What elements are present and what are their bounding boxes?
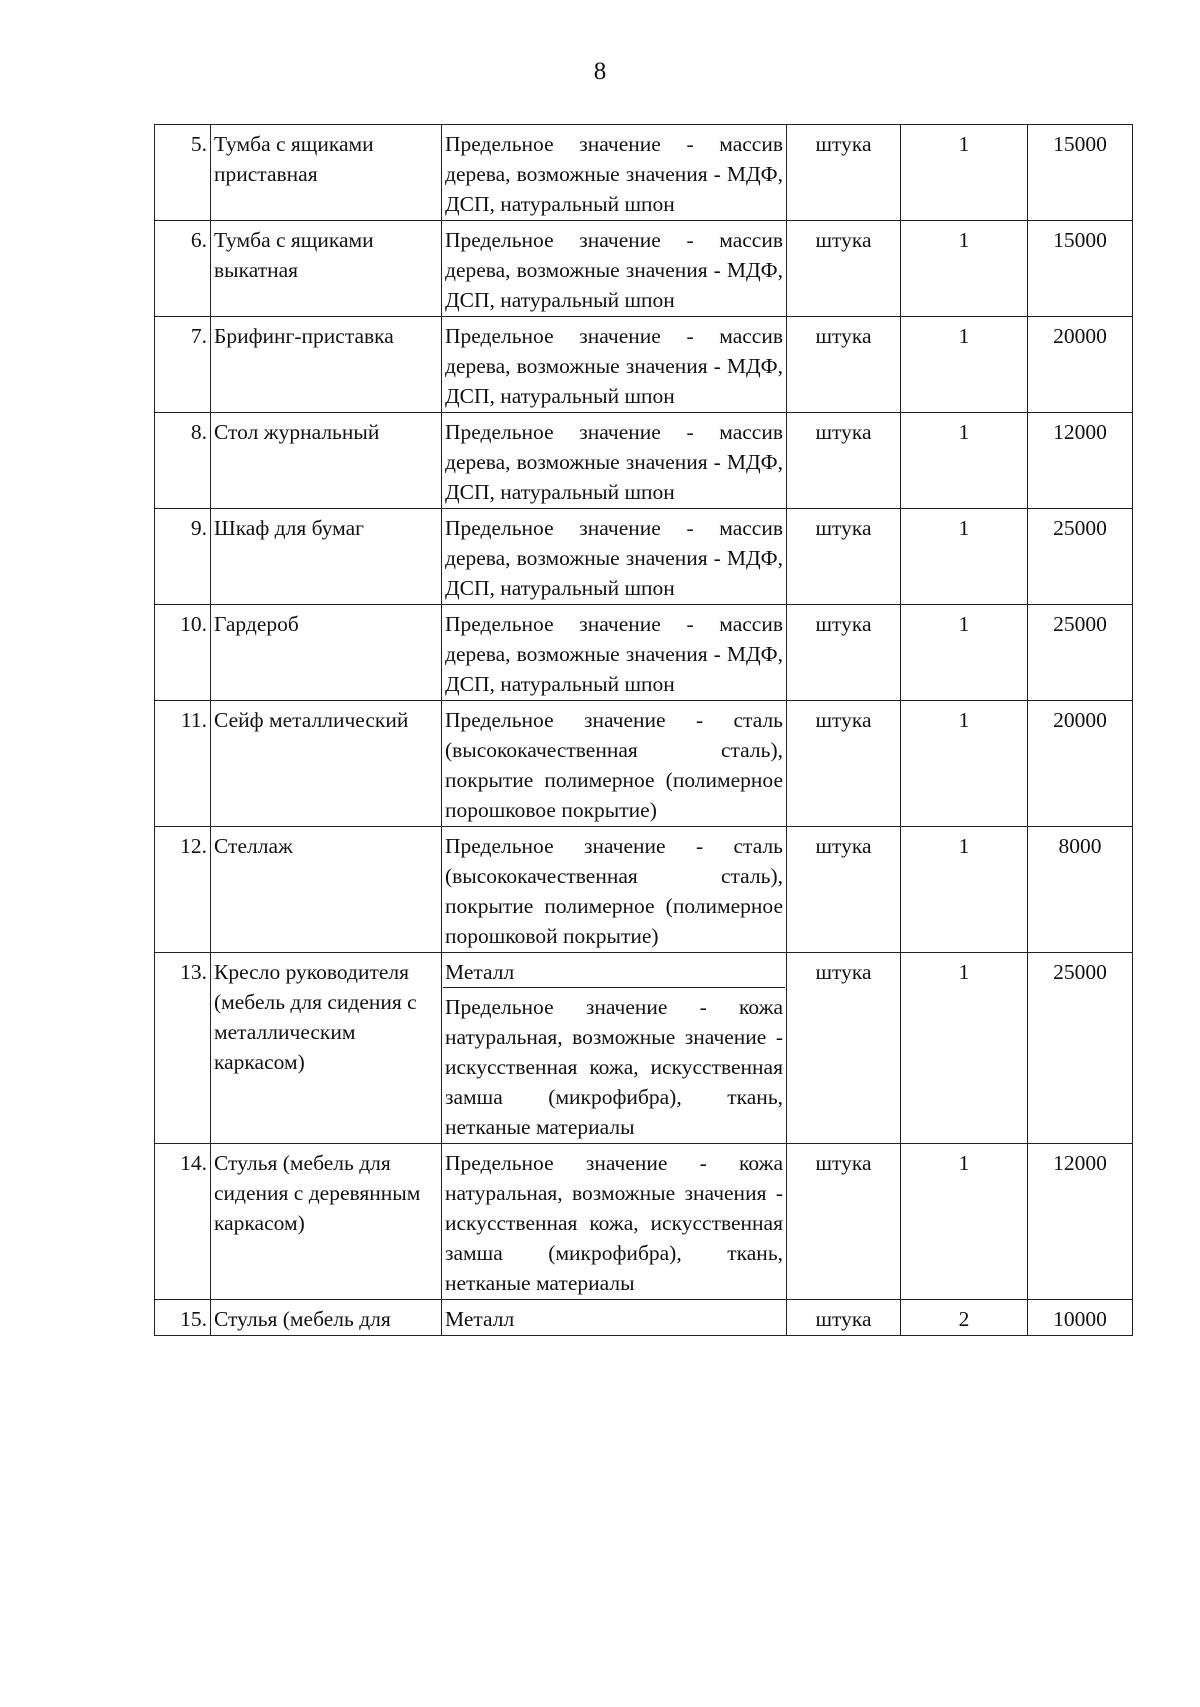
price: 12000 (1028, 413, 1133, 509)
description-text: Предельное значение - кожа натуральная, возможные значения - искусственная кожа, искусственная замша (микрофибра), ткань, нетканые материалы (445, 1151, 783, 1295)
quantity: 1 (901, 125, 1028, 221)
item-name: Тумба с ящиками приставная (211, 125, 442, 221)
table-row (155, 317, 1133, 413)
price: 8000 (1028, 827, 1133, 953)
price: 15000 (1028, 125, 1133, 221)
description-text: Предельное значение - сталь (высококачественная сталь), покрытие полимерное (полимерное порошковой покрытие) (445, 834, 783, 948)
description-text: Предельное значение - массив дерева, возможные значения - МДФ, ДСП, натуральный шпон (445, 228, 783, 312)
item-name: Кресло руководителя (мебель для сидения с металлическим каркасом) (211, 953, 442, 1144)
row-number: 6. (155, 221, 211, 317)
item-description (442, 701, 787, 827)
item-description (442, 509, 787, 605)
row-number: 13. (155, 953, 211, 1144)
description-text: Металл (443, 957, 785, 988)
quantity: 1 (901, 413, 1028, 509)
table-row (155, 701, 1133, 827)
quantity: 1 (901, 827, 1028, 953)
item-description (442, 953, 787, 1144)
row-number: 11. (155, 701, 211, 827)
unit-of-measure: штука (787, 509, 901, 605)
quantity: 1 (901, 317, 1028, 413)
unit-of-measure: штука (787, 1300, 901, 1336)
quantity: 2 (901, 1300, 1028, 1336)
unit-of-measure: штука (787, 1144, 901, 1300)
item-description (442, 1300, 787, 1336)
unit-of-measure: штука (787, 317, 901, 413)
row-number: 8. (155, 413, 211, 509)
row-number: 14. (155, 1144, 211, 1300)
page-number: 8 (593, 58, 607, 85)
row-number: 9. (155, 509, 211, 605)
description-text: Предельное значение - массив дерева, возможные значения - МДФ, ДСП, натуральный шпон (445, 324, 783, 408)
description-text: Предельное значение - массив дерева, возможные значения - МДФ, ДСП, натуральный шпон (445, 612, 783, 696)
price: 20000 (1028, 317, 1133, 413)
row-number: 7. (155, 317, 211, 413)
item-description (442, 605, 787, 701)
price: 15000 (1028, 221, 1133, 317)
item-name: Брифинг-приставка (211, 317, 442, 413)
item-name: Тумба с ящиками выкатная (211, 221, 442, 317)
quantity: 1 (901, 221, 1028, 317)
table-row (155, 1300, 1133, 1336)
quantity: 1 (901, 509, 1028, 605)
description-text: Предельное значение - сталь (высококачественная сталь), покрытие полимерное (полимерное порошковое покрытие) (445, 708, 783, 822)
price: 25000 (1028, 509, 1133, 605)
row-number: 5. (155, 125, 211, 221)
quantity: 1 (901, 953, 1028, 1144)
description-text: Предельное значение - массив дерева, возможные значения - МДФ, ДСП, натуральный шпон (445, 420, 783, 504)
unit-of-measure: штука (787, 221, 901, 317)
table-body (155, 125, 1133, 1336)
table-row (155, 827, 1133, 953)
item-name: Стол журнальный (211, 413, 442, 509)
description-text: Предельное значение - массив дерева, возможные значения - МДФ, ДСП, натуральный шпон (445, 132, 783, 216)
table-row (155, 953, 1133, 1144)
table-row (155, 125, 1133, 221)
item-description (442, 125, 787, 221)
unit-of-measure: штука (787, 413, 901, 509)
price: 25000 (1028, 953, 1133, 1144)
row-number: 12. (155, 827, 211, 953)
furniture-table (154, 124, 1133, 1336)
unit-of-measure: штука (787, 605, 901, 701)
unit-of-measure: штука (787, 701, 901, 827)
table-row (155, 605, 1133, 701)
unit-of-measure: штука (787, 827, 901, 953)
table-row (155, 221, 1133, 317)
price: 25000 (1028, 605, 1133, 701)
row-number: 15. (155, 1300, 211, 1336)
description-text: Металл (445, 1307, 515, 1331)
table-row (155, 1144, 1133, 1300)
item-name: Шкаф для бумаг (211, 509, 442, 605)
unit-of-measure: штука (787, 125, 901, 221)
item-name: Стулья (мебель для сидения с деревянным каркасом) (211, 1144, 442, 1300)
unit-of-measure: штука (787, 953, 901, 1144)
price: 12000 (1028, 1144, 1133, 1300)
table-row (155, 413, 1133, 509)
quantity: 1 (901, 701, 1028, 827)
item-description (442, 1144, 787, 1300)
item-name: Стулья (мебель для (211, 1300, 442, 1336)
table-row (155, 509, 1133, 605)
item-description (442, 221, 787, 317)
quantity: 1 (901, 605, 1028, 701)
item-description (442, 827, 787, 953)
price: 10000 (1028, 1300, 1133, 1336)
row-number: 10. (155, 605, 211, 701)
price: 20000 (1028, 701, 1133, 827)
description-text: Предельное значение - кожа натуральная, возможные значение - искусственная кожа, искусственная замша (микрофибра), ткань, нетканые материалы (445, 995, 783, 1139)
quantity: 1 (901, 1144, 1028, 1300)
item-description (442, 413, 787, 509)
item-description (442, 317, 787, 413)
item-name: Гардероб (211, 605, 442, 701)
description-text: Предельное значение - массив дерева, возможные значения - МДФ, ДСП, натуральный шпон (445, 516, 783, 600)
item-name: Сейф металлический (211, 701, 442, 827)
item-name: Стеллаж (211, 827, 442, 953)
